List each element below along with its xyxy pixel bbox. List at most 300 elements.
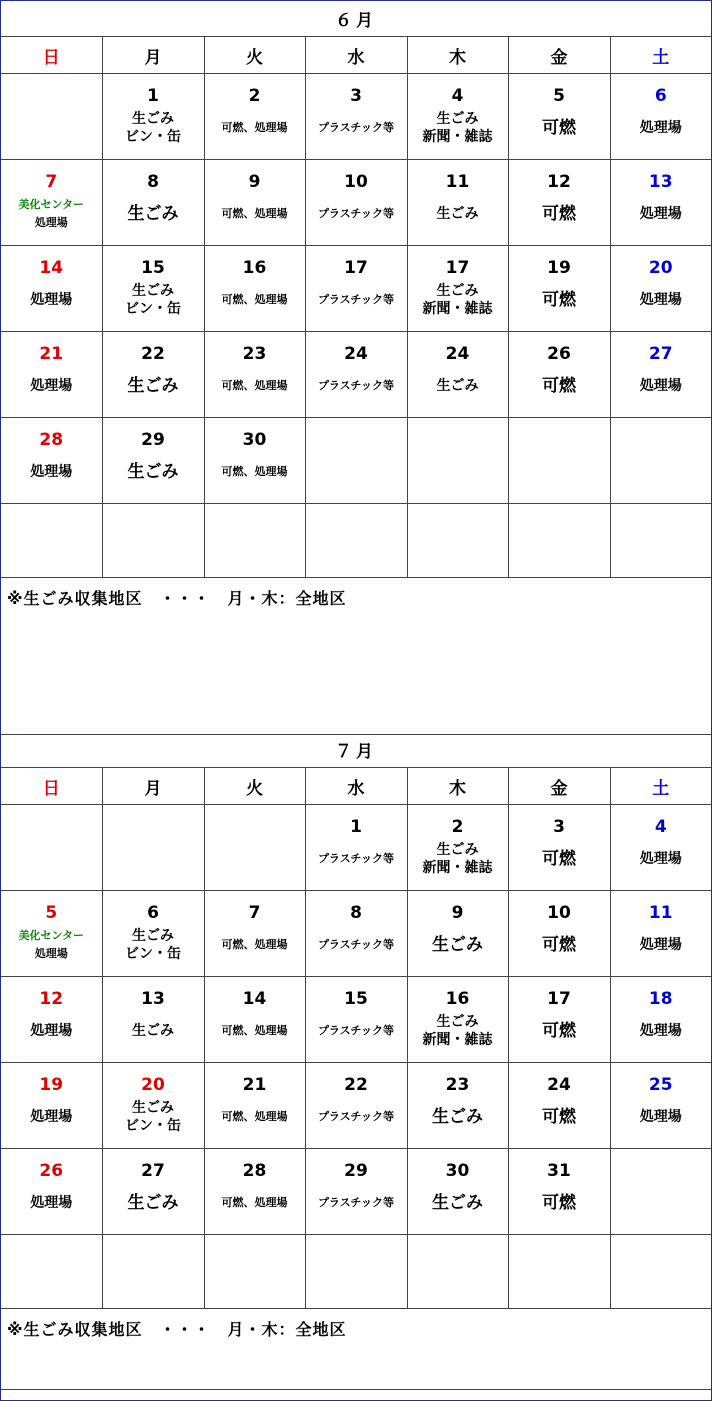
collection-type: 可燃 (542, 1107, 576, 1127)
collection-label (205, 106, 305, 150)
day-cell (204, 332, 305, 418)
day-number: 17 (344, 258, 368, 278)
day-number: 16 (242, 258, 267, 278)
day-number: 3 (553, 817, 565, 837)
collection-type: プラスチック等 (317, 293, 395, 306)
day-number: 17 (547, 989, 571, 1009)
day-number: 16 (445, 989, 470, 1009)
day-cell (508, 977, 610, 1063)
collection-type: 処理場 (639, 206, 682, 222)
day-cell (610, 1149, 711, 1235)
day-number: 28 (242, 1161, 267, 1181)
center-label: 美化センター (18, 198, 85, 211)
day-cell (102, 977, 204, 1063)
empty-cell (102, 1235, 204, 1309)
day-number: 9 (451, 903, 464, 923)
day-number: 19 (547, 258, 571, 278)
day-cell (1, 977, 102, 1063)
collection-type: ビン・缶 (125, 1118, 181, 1134)
collection-label (408, 923, 508, 967)
week-row (1, 160, 711, 246)
day-cell (508, 805, 610, 891)
day-cell (610, 891, 711, 977)
collection-type: 生ごみ (432, 1193, 483, 1213)
day-number: 5 (45, 903, 58, 923)
collection-type: 可燃 (542, 1021, 576, 1041)
day-number: 8 (147, 172, 159, 192)
collection-label (205, 450, 305, 494)
collection-type: 処理場 (639, 378, 682, 394)
collection-label (103, 278, 204, 322)
collection-type: 可燃 (542, 204, 576, 224)
day-cell (305, 74, 407, 160)
collection-label (408, 278, 508, 322)
collection-label (509, 364, 610, 408)
day-number: 7 (248, 903, 261, 923)
collection-label (205, 1009, 305, 1053)
empty-cell (1, 1235, 102, 1309)
day-cell (508, 74, 610, 160)
day-number: 6 (654, 86, 667, 106)
day-cell (204, 977, 305, 1063)
day-number: 29 (344, 1161, 368, 1181)
collection-type: 処理場 (639, 851, 682, 867)
collection-label (205, 1181, 305, 1225)
day-cell (407, 160, 508, 246)
weekday-header: 月 (102, 768, 204, 805)
empty-cell (610, 504, 711, 578)
day-number: 30 (445, 1161, 470, 1181)
collection-type: 処理場 (639, 292, 682, 308)
collection-type: 処理場 (30, 464, 73, 480)
collection-type: 生ごみ (436, 111, 479, 127)
collection-label (306, 192, 407, 236)
day-number: 23 (242, 344, 267, 364)
day-cell (1, 1149, 102, 1235)
day-number: 18 (648, 989, 673, 1009)
day-number: 31 (547, 1161, 571, 1181)
collection-type: 処理場 (639, 1023, 682, 1039)
collection-type: プラスチック等 (317, 1024, 395, 1037)
collection-type: 生ごみ (132, 1100, 174, 1116)
day-number: 22 (344, 1075, 368, 1095)
day-number: 9 (248, 172, 261, 192)
weekday-header: 水 (305, 37, 407, 74)
collection-type: 生ごみ (436, 283, 479, 299)
day-cell (610, 977, 711, 1063)
day-number: 5 (553, 86, 565, 106)
day-cell (508, 418, 610, 504)
week-row (1, 418, 711, 504)
collection-type: 処理場 (30, 1109, 73, 1125)
day-cell (610, 1063, 711, 1149)
day-cell (204, 1063, 305, 1149)
day-number: 7 (45, 172, 58, 192)
day-number: 27 (648, 344, 673, 364)
day-cell (1, 418, 102, 504)
empty-cell (1, 504, 102, 578)
day-number: 29 (141, 430, 165, 450)
weekday-header: 木 (407, 768, 508, 805)
day-cell (610, 805, 711, 891)
collection-label (408, 1009, 508, 1053)
collection-type: 処理場 (30, 292, 73, 308)
collection-label (509, 1181, 610, 1225)
day-cell (204, 74, 305, 160)
collection-label (1, 1181, 102, 1225)
empty-cell (204, 504, 305, 578)
collection-type: 可燃、処理場 (221, 1196, 288, 1209)
day-number: 14 (39, 258, 64, 278)
note-row (1, 578, 711, 735)
weekday-header: 日 (1, 37, 102, 74)
calendar-june (1, 1, 711, 735)
day-number: 25 (648, 1075, 673, 1095)
day-cell (305, 891, 407, 977)
collection-label (611, 1095, 712, 1139)
collection-label (103, 1095, 204, 1139)
day-number: 24 (547, 1075, 571, 1095)
collection-label (103, 1009, 204, 1053)
collection-type: プラスチック等 (317, 852, 395, 865)
day-cell (407, 418, 508, 504)
collection-label (1, 278, 102, 322)
weekday-header: 月 (102, 37, 204, 74)
collection-label (408, 192, 508, 236)
collection-label (509, 923, 610, 967)
collection-type: 可燃、処理場 (221, 293, 288, 306)
collection-label (103, 106, 204, 150)
collection-type: ビン・缶 (125, 129, 181, 145)
collection-type: 生ごみ (436, 1014, 479, 1030)
day-cell (305, 160, 407, 246)
week-row (1, 1063, 711, 1149)
collection-note: ※生ごみ収集地区 ・・・ 月・木：全地区 (1, 578, 711, 735)
collection-type: 可燃、処理場 (221, 207, 288, 220)
day-cell (102, 160, 204, 246)
collection-label (408, 837, 508, 881)
day-cell (610, 160, 711, 246)
weekday-header: 水 (305, 768, 407, 805)
collection-type: 可燃 (542, 376, 576, 396)
day-number: 10 (344, 172, 368, 192)
empty-cell (508, 1235, 610, 1309)
collection-type: 処理場 (639, 937, 682, 953)
day-cell (204, 160, 305, 246)
week-row (1, 74, 711, 160)
day-number: 19 (39, 1075, 64, 1095)
collection-type: プラスチック等 (317, 121, 395, 134)
collection-label (103, 192, 204, 236)
day-cell (102, 74, 204, 160)
collection-type: 可燃 (542, 1193, 576, 1213)
empty-cell (407, 1235, 508, 1309)
weekday-header: 金 (508, 768, 610, 805)
day-cell (610, 246, 711, 332)
day-number: 13 (648, 172, 673, 192)
day-number: 26 (39, 1161, 64, 1181)
collection-label (509, 1095, 610, 1139)
collection-type: 生ごみ (436, 378, 479, 394)
day-cell (610, 418, 711, 504)
empty-cell (305, 504, 407, 578)
day-cell (1, 805, 102, 891)
collection-label (1, 450, 102, 494)
collection-type: プラスチック等 (317, 379, 395, 392)
day-number: 21 (39, 344, 64, 364)
day-number: 20 (648, 258, 673, 278)
collection-type: 生ごみ (127, 462, 179, 482)
day-number: 12 (547, 172, 571, 192)
collection-type: 新聞・雑誌 (422, 860, 493, 876)
day-cell (102, 1063, 204, 1149)
day-number: 23 (445, 1075, 470, 1095)
collection-type: 可燃、処理場 (221, 1024, 288, 1037)
day-cell (610, 74, 711, 160)
collection-type: 処理場 (30, 1023, 73, 1039)
day-cell (204, 805, 305, 891)
day-cell (1, 160, 102, 246)
day-number: 24 (344, 344, 368, 364)
day-cell (1, 891, 102, 977)
empty-cell (102, 504, 204, 578)
collection-label (306, 1181, 407, 1225)
collection-label (611, 278, 712, 322)
collection-label (408, 1095, 508, 1139)
day-number: 1 (147, 86, 159, 106)
collection-type: プラスチック等 (317, 1110, 395, 1123)
weekday-header: 火 (204, 37, 305, 74)
week-row (1, 805, 711, 891)
collection-type: 処理場 (34, 216, 68, 229)
collection-type: 生ごみ (432, 935, 483, 955)
collection-label (611, 192, 712, 236)
day-number: 2 (248, 86, 261, 106)
day-cell (102, 805, 204, 891)
day-cell (1, 74, 102, 160)
day-cell (305, 1149, 407, 1235)
collection-label (306, 923, 407, 967)
day-number: 30 (242, 430, 267, 450)
day-cell (305, 418, 407, 504)
day-number: 26 (547, 344, 571, 364)
day-number: 10 (547, 903, 571, 923)
day-number: 12 (39, 989, 64, 1009)
weekday-header: 土 (610, 37, 711, 74)
collection-label (306, 364, 407, 408)
collection-label (103, 1181, 204, 1225)
collection-type: 生ごみ (436, 206, 479, 222)
week-row (1, 977, 711, 1063)
weekday-header-row (1, 37, 711, 74)
day-cell (204, 1149, 305, 1235)
collection-type: 新聞・雑誌 (422, 301, 493, 317)
day-cell (508, 332, 610, 418)
collection-label (509, 278, 610, 322)
collection-label (509, 192, 610, 236)
day-number: 1 (350, 817, 362, 837)
collection-type: 生ごみ (432, 1107, 483, 1127)
weekday-header-row (1, 768, 711, 805)
note-row (1, 1309, 711, 1390)
day-number: 20 (141, 1075, 165, 1095)
collection-label (611, 837, 712, 881)
collection-type: 処理場 (30, 1195, 73, 1211)
day-cell (407, 1063, 508, 1149)
collection-label (408, 1181, 508, 1225)
day-cell (102, 418, 204, 504)
day-cell (407, 977, 508, 1063)
collection-label (103, 450, 204, 494)
collection-type: プラスチック等 (317, 207, 395, 220)
collection-type: ビン・缶 (125, 301, 181, 317)
collection-label (205, 923, 305, 967)
day-cell (305, 246, 407, 332)
day-number: 21 (242, 1075, 267, 1095)
collection-type: ビン・缶 (125, 946, 181, 962)
collection-type: プラスチック等 (317, 938, 395, 951)
collection-type: プラスチック等 (317, 1196, 395, 1209)
day-cell (508, 1149, 610, 1235)
collection-label (306, 1009, 407, 1053)
day-cell (102, 332, 204, 418)
collection-type: 可燃 (542, 290, 576, 310)
collection-label (205, 1095, 305, 1139)
collection-label (306, 278, 407, 322)
collection-type: 可燃、処理場 (221, 938, 288, 951)
empty-cell (610, 1235, 711, 1309)
day-number: 6 (147, 903, 159, 923)
day-number: 8 (350, 903, 362, 923)
day-cell (407, 1149, 508, 1235)
month-title: ７月 (1, 732, 711, 768)
day-cell (1, 1063, 102, 1149)
collection-label (509, 106, 610, 150)
day-number: 24 (445, 344, 470, 364)
day-cell (407, 246, 508, 332)
weekday-header: 金 (508, 37, 610, 74)
collection-type: 可燃、処理場 (221, 465, 288, 478)
month-title: ６月 (1, 1, 711, 37)
collection-type: 処理場 (639, 1109, 682, 1125)
day-cell (1, 246, 102, 332)
collection-label (611, 1009, 712, 1053)
day-number: 4 (654, 817, 667, 837)
day-cell (508, 1063, 610, 1149)
collection-type: 処理場 (30, 378, 73, 394)
calendar-july (1, 732, 711, 1390)
day-number: 14 (242, 989, 267, 1009)
weekday-header: 木 (407, 37, 508, 74)
collection-note: ※生ごみ収集地区 ・・・ 月・木：全地区 (1, 1309, 711, 1390)
collection-type: 新聞・雑誌 (422, 129, 493, 145)
collection-type: 生ごみ (132, 1023, 174, 1039)
collection-type: 生ごみ (127, 1193, 179, 1213)
day-cell (204, 418, 305, 504)
weekday-header: 火 (204, 768, 305, 805)
collection-label (408, 106, 508, 150)
blank-week-row (1, 504, 711, 578)
day-cell (102, 891, 204, 977)
empty-cell (204, 1235, 305, 1309)
day-cell (305, 332, 407, 418)
day-cell (102, 1149, 204, 1235)
collection-label (205, 192, 305, 236)
collection-type: 可燃 (542, 118, 576, 138)
day-number: 4 (451, 86, 464, 106)
day-number: 2 (451, 817, 464, 837)
collection-label (306, 1095, 407, 1139)
collection-label (1, 192, 102, 236)
collection-label (1, 1095, 102, 1139)
collection-type: 可燃 (542, 849, 576, 869)
collection-type: 生ごみ (132, 928, 174, 944)
collection-label (205, 278, 305, 322)
collection-type: 生ごみ (127, 376, 179, 396)
collection-label (509, 1009, 610, 1053)
weekday-header: 土 (610, 768, 711, 805)
collection-label (306, 106, 407, 150)
day-cell (508, 891, 610, 977)
collection-type: 生ごみ (127, 204, 179, 224)
collection-label (408, 364, 508, 408)
day-cell (204, 891, 305, 977)
day-cell (305, 977, 407, 1063)
collection-type: 生ごみ (132, 111, 174, 127)
day-cell (305, 1063, 407, 1149)
day-cell (610, 332, 711, 418)
week-row (1, 246, 711, 332)
collection-label (103, 364, 204, 408)
collection-type: 生ごみ (132, 283, 174, 299)
day-cell (204, 246, 305, 332)
day-number: 15 (141, 258, 165, 278)
collection-type: 生ごみ (436, 842, 479, 858)
day-number: 28 (39, 430, 64, 450)
center-label: 美化センター (18, 929, 85, 942)
day-cell (407, 74, 508, 160)
day-number: 15 (344, 989, 368, 1009)
week-row (1, 1149, 711, 1235)
day-cell (407, 332, 508, 418)
collection-type: 可燃、処理場 (221, 379, 288, 392)
day-cell (407, 891, 508, 977)
collection-type: 可燃、処理場 (221, 121, 288, 134)
collection-type: 可燃 (542, 935, 576, 955)
day-cell (508, 160, 610, 246)
week-row (1, 891, 711, 977)
day-number: 11 (648, 903, 673, 923)
day-number: 22 (141, 344, 165, 364)
collection-label (1, 1009, 102, 1053)
collection-type: 処理場 (639, 120, 682, 136)
day-number: 3 (350, 86, 362, 106)
collection-label (1, 364, 102, 408)
day-cell (305, 805, 407, 891)
day-number: 13 (141, 989, 165, 1009)
collection-label (509, 837, 610, 881)
day-cell (102, 246, 204, 332)
collection-label (205, 364, 305, 408)
empty-cell (407, 504, 508, 578)
collection-label (611, 923, 712, 967)
collection-type: 可燃、処理場 (221, 1110, 288, 1123)
week-row (1, 332, 711, 418)
collection-label (611, 364, 712, 408)
collection-label (1, 923, 102, 967)
collection-label (611, 106, 712, 150)
collection-label (103, 923, 204, 967)
